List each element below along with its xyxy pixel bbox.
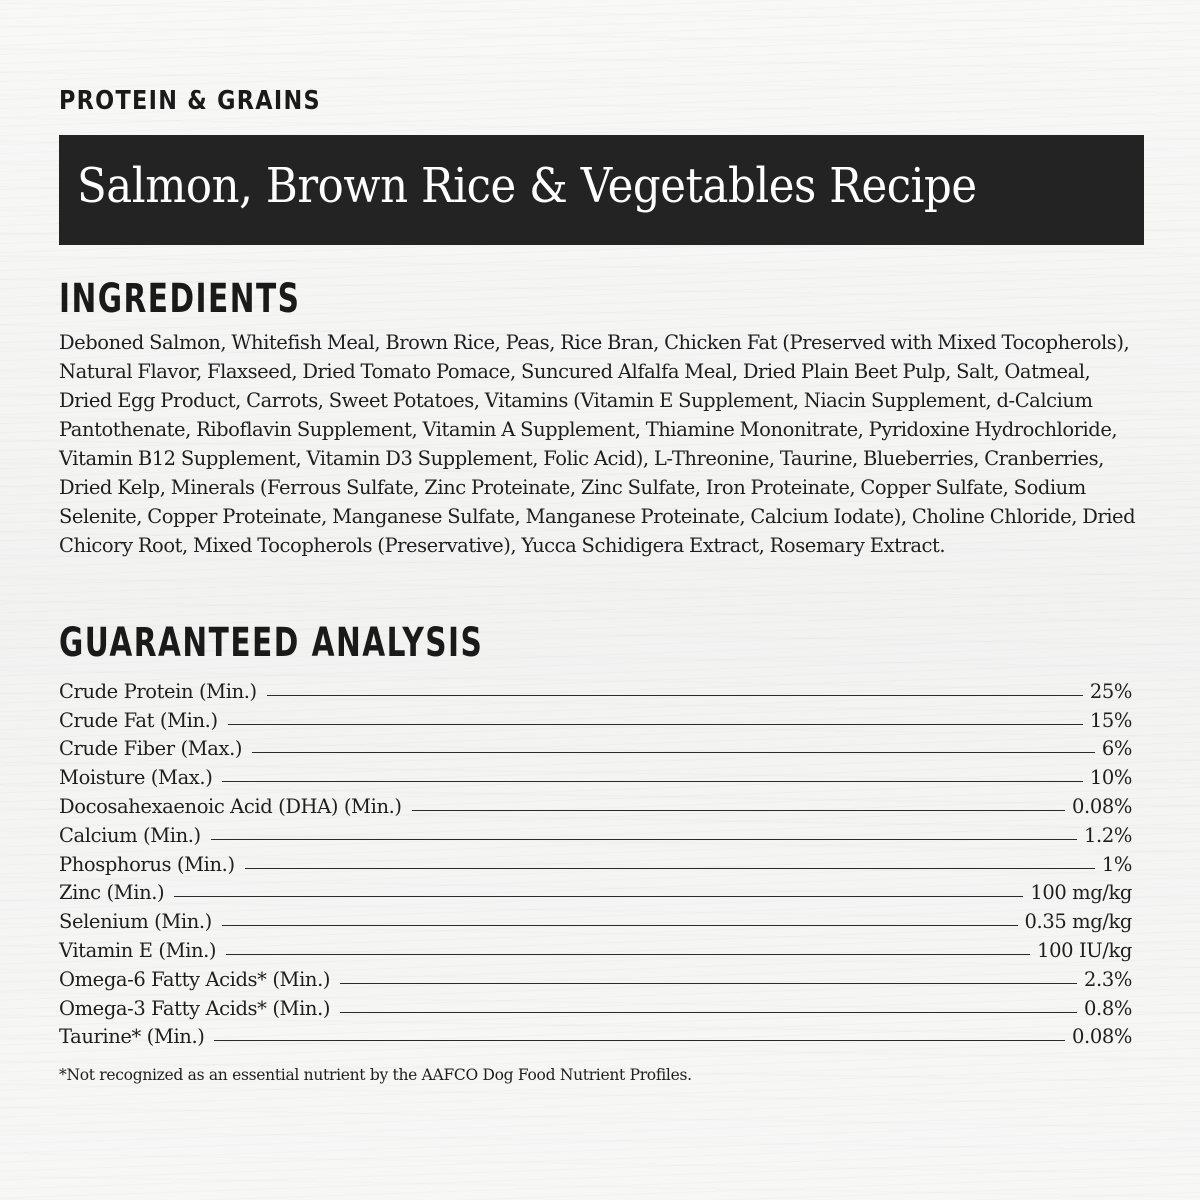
- aafco-footnote: *Not recognized as an essential nutrient by the AAFCO Dog Food Nutrient Profiles.: [59, 1066, 692, 1084]
- leader-line: [245, 867, 1095, 869]
- leader-line: [226, 953, 1030, 955]
- leader-line: [214, 1039, 1065, 1041]
- leader-line: [340, 1011, 1077, 1013]
- analysis-row: [59, 962, 1132, 991]
- analysis-label: Moisture (Max.): [59, 766, 213, 790]
- ingredients-list: Deboned Salmon, Whitefish Meal, Brown Rice, Peas, Rice Bran, Chicken Fat (Preserved with Mixed Tocopherols), Natural Flavor, Flaxseed, Dried Tomato Pomace, Suncured Alfalfa Meal, Dried Plain Beet Pulp, Salt, Oatmeal, Dried Egg Product, Carrots, Sweet Potatoes, Vitamins (Vitamin E Supplement, Niacin Supplement, d-Calcium Pantothenate, Riboflavin Supplement, Vitamin A Supplement, Thiamine Mononitrate, Pyridoxine Hydrochloride, Vitamin B12 Supplement, Vitamin D3 Supplement, Folic Acid), L-Threonine, Taurine, Blueberries, Cranberries, Dried Kelp, Minerals (Ferrous Sulfate, Zinc Proteinate, Zinc Sulfate, Iron Proteinate, Copper Sulfate, Sodium Selenite, Copper Proteinate, Manganese Sulfate, Manganese Proteinate, Calcium Iodate), Choline Chloride, Dried Chicory Root, Mixed Tocopherols (Preservative), Yucca Schidigera Extract, Rosemary Extract.: [59, 331, 1136, 557]
- leader-line: [412, 809, 1065, 811]
- analysis-row: [59, 703, 1132, 732]
- recipe-title: Salmon, Brown Rice & Vegetables Recipe: [77, 158, 977, 214]
- analysis-label: Vitamin E (Min.): [59, 938, 217, 962]
- analysis-value: 2.3%: [1084, 967, 1132, 991]
- analysis-value: 10%: [1089, 766, 1132, 790]
- analysis-value: 0.35 mg/kg: [1024, 910, 1132, 934]
- analysis-value: 100 IU/kg: [1037, 938, 1132, 962]
- leader-line: [211, 838, 1077, 840]
- analysis-value: 0.08%: [1072, 794, 1132, 818]
- analysis-label: Taurine* (Min.): [59, 1025, 205, 1049]
- leader-line: [267, 694, 1083, 696]
- guaranteed-analysis-heading: GUARANTEED ANALYSIS: [59, 620, 484, 666]
- analysis-row: [59, 760, 1132, 789]
- leader-line: [228, 723, 1083, 725]
- leader-line: [340, 982, 1077, 984]
- leader-line: [222, 780, 1082, 782]
- analysis-row: [59, 904, 1132, 933]
- analysis-label: Omega-6 Fatty Acids* (Min.): [59, 967, 331, 991]
- leader-line: [222, 924, 1018, 926]
- leader-line: [252, 751, 1095, 753]
- analysis-row: [59, 732, 1132, 761]
- analysis-row: [59, 789, 1132, 818]
- analysis-value: 1%: [1101, 852, 1132, 876]
- analysis-value: 6%: [1101, 737, 1132, 761]
- analysis-row: [59, 674, 1132, 703]
- analysis-row: [59, 991, 1132, 1020]
- analysis-label: Crude Protein (Min.): [59, 679, 257, 703]
- guaranteed-analysis-table: [59, 674, 1132, 1048]
- analysis-label: Phosphorus (Min.): [59, 852, 235, 876]
- analysis-value: 15%: [1089, 708, 1132, 732]
- analysis-label: Crude Fat (Min.): [59, 708, 218, 732]
- analysis-value: 0.8%: [1084, 996, 1132, 1020]
- analysis-value: 1.2%: [1084, 823, 1132, 847]
- analysis-label: Crude Fiber (Max.): [59, 737, 243, 761]
- analysis-row: [59, 876, 1132, 905]
- analysis-row: [59, 847, 1132, 876]
- analysis-value: 100 mg/kg: [1030, 881, 1132, 905]
- product-line-label: PROTEIN & GRAINS: [59, 86, 321, 116]
- analysis-value: 0.08%: [1072, 1025, 1132, 1049]
- analysis-label: Calcium (Min.): [59, 823, 201, 847]
- analysis-row: [59, 818, 1132, 847]
- analysis-label: Zinc (Min.): [59, 881, 165, 905]
- analysis-value: 25%: [1089, 679, 1132, 703]
- analysis-row: [59, 1020, 1132, 1049]
- analysis-label: Docosahexaenoic Acid (DHA) (Min.): [59, 794, 402, 818]
- ingredients-heading: INGREDIENTS: [59, 276, 301, 322]
- analysis-label: Selenium (Min.): [59, 910, 212, 934]
- leader-line: [174, 895, 1023, 897]
- analysis-label: Omega-3 Fatty Acids* (Min.): [59, 996, 331, 1020]
- analysis-row: [59, 933, 1132, 962]
